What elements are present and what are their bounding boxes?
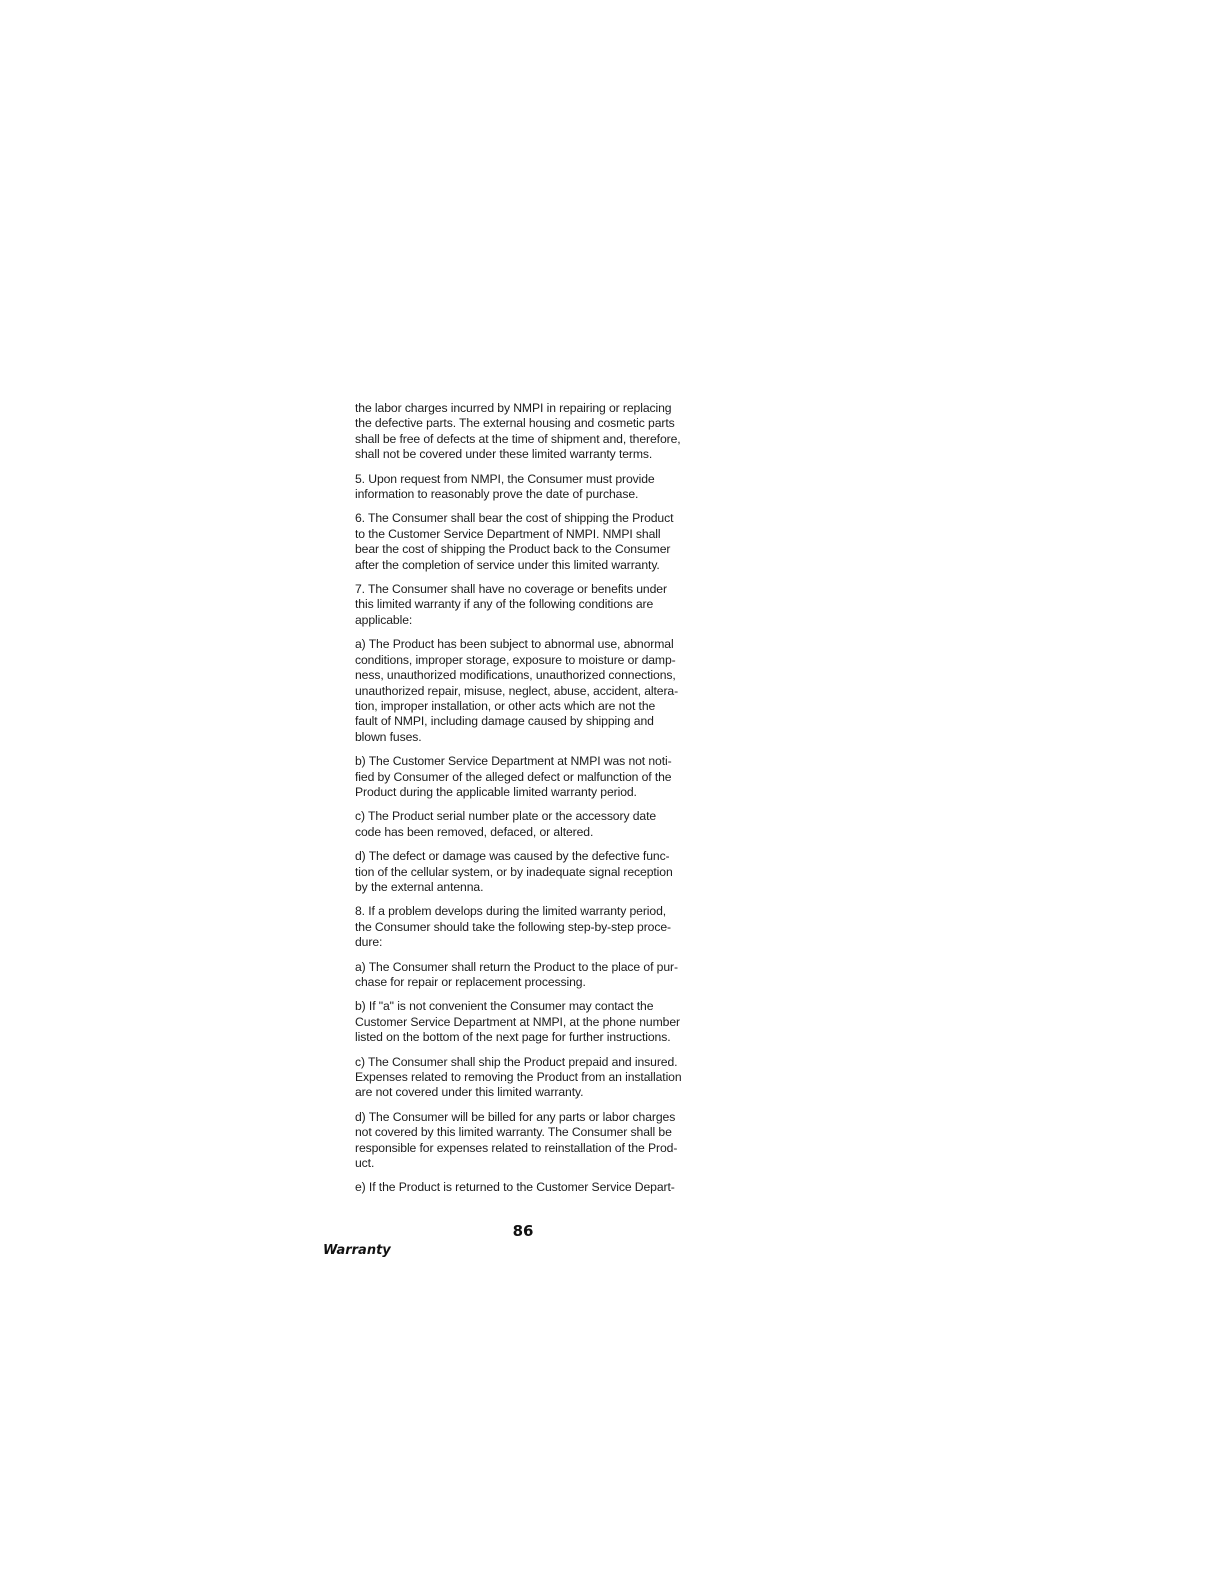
- text-line: chase for repair or replacement processing.: [355, 975, 586, 989]
- text-line: 5. Upon request from NMPI, the Consumer must provide: [355, 471, 655, 486]
- paragraph: [355, 401, 725, 463]
- text-line: b) The Customer Service Department at NMPI was not noti-: [355, 754, 672, 769]
- text-line: fault of NMPI, including damage caused by shipping and: [355, 714, 654, 729]
- text-line: Product during the applicable limited warranty period.: [355, 784, 637, 799]
- text-line: shall be free of defects at the time of shipment and, therefore,: [355, 431, 681, 446]
- text-line: listed on the bottom of the next page for further instructions.: [355, 1030, 671, 1045]
- text-line: b) If "a" is not convenient the Consumer may contact the: [355, 999, 654, 1014]
- paragraph: [355, 849, 725, 895]
- text-line: dure:: [355, 935, 383, 950]
- paragraph: [355, 511, 725, 573]
- text-line: tion, improper installation, or other acts which are not the: [355, 698, 656, 713]
- paragraph: [355, 1055, 725, 1101]
- text-line: the Consumer should take the following step-by-step proce-: [355, 919, 671, 934]
- text-line: shall not be covered under these limited warranty terms.: [355, 447, 653, 462]
- text-line: c) The Product serial number plate or the accessory date: [355, 809, 657, 824]
- text-line: unauthorized repair, misuse, neglect, abuse, accident, altera-: [355, 683, 679, 698]
- text-line: uct.: [355, 1156, 375, 1171]
- text-line: a) The Consumer shall return the Product to the place of pur-: [355, 959, 678, 974]
- text-line: not covered by this limited warranty. The Consumer shall be: [355, 1125, 672, 1140]
- text-line: this limited warranty if any of the following conditions are: [355, 597, 654, 612]
- paragraph: [355, 999, 725, 1045]
- section-label: Warranty: [323, 1243, 391, 1258]
- text-line: 6. The Consumer shall bear the cost of shipping the Product: [355, 511, 674, 526]
- text-line: ness, unauthorized modifications, unauthorized connections,: [355, 668, 676, 683]
- text-line: after the completion of service under this limited warranty.: [355, 557, 660, 572]
- text-line: the labor charges incurred by NMPI in repairing or replacing: [355, 401, 672, 415]
- paragraph: [355, 582, 725, 628]
- text-line: Expenses related to removing the Product from an installation: [355, 1070, 682, 1085]
- paragraph: [355, 960, 725, 991]
- text-line: 7. The Consumer shall have no coverage or benefits under: [355, 582, 667, 597]
- text-line: code has been removed, defaced, or altered.: [355, 824, 594, 839]
- text-line: 8. If a problem develops during the limited warranty period,: [355, 904, 667, 919]
- paragraph: [355, 472, 725, 503]
- text-line: bear the cost of shipping the Product back to the Consumer: [355, 542, 671, 557]
- paragraph: [355, 809, 725, 840]
- text-line: tion of the cellular system, or by inadequate signal reception: [355, 864, 673, 879]
- warranty-body-text: [355, 401, 725, 1205]
- text-line: fied by Consumer of the alleged defect or malfunction of the: [355, 769, 672, 784]
- text-line: information to reasonably prove the date of purchase.: [355, 487, 639, 502]
- text-line: by the external antenna.: [355, 879, 484, 894]
- text-line: d) The defect or damage was caused by the defective func-: [355, 849, 670, 864]
- paragraph: [355, 1110, 725, 1172]
- text-line: conditions, improper storage, exposure to moisture or damp-: [355, 652, 676, 667]
- paragraph: [355, 1180, 725, 1195]
- text-line: c) The Consumer shall ship the Product prepaid and insured.: [355, 1054, 678, 1069]
- page-number: 86: [512, 1222, 534, 1240]
- paragraph: [355, 637, 725, 745]
- text-line: responsible for expenses related to reinstallation of the Prod-: [355, 1140, 678, 1155]
- text-line: d) The Consumer will be billed for any parts or labor charges: [355, 1109, 676, 1124]
- text-line: blown fuses.: [355, 729, 422, 744]
- text-line: are not covered under this limited warranty.: [355, 1085, 584, 1100]
- text-line: applicable:: [355, 612, 413, 627]
- text-line: a) The Product has been subject to abnormal use, abnormal: [355, 637, 674, 652]
- text-line: to the Customer Service Department of NMPI. NMPI shall: [355, 526, 661, 541]
- text-line: Customer Service Department at NMPI, at the phone number: [355, 1014, 680, 1029]
- text-line: the defective parts. The external housing and cosmetic parts: [355, 416, 675, 431]
- paragraph: [355, 754, 725, 800]
- paragraph: [355, 904, 725, 950]
- text-line: e) If the Product is returned to the Customer Service Depart-: [355, 1180, 675, 1195]
